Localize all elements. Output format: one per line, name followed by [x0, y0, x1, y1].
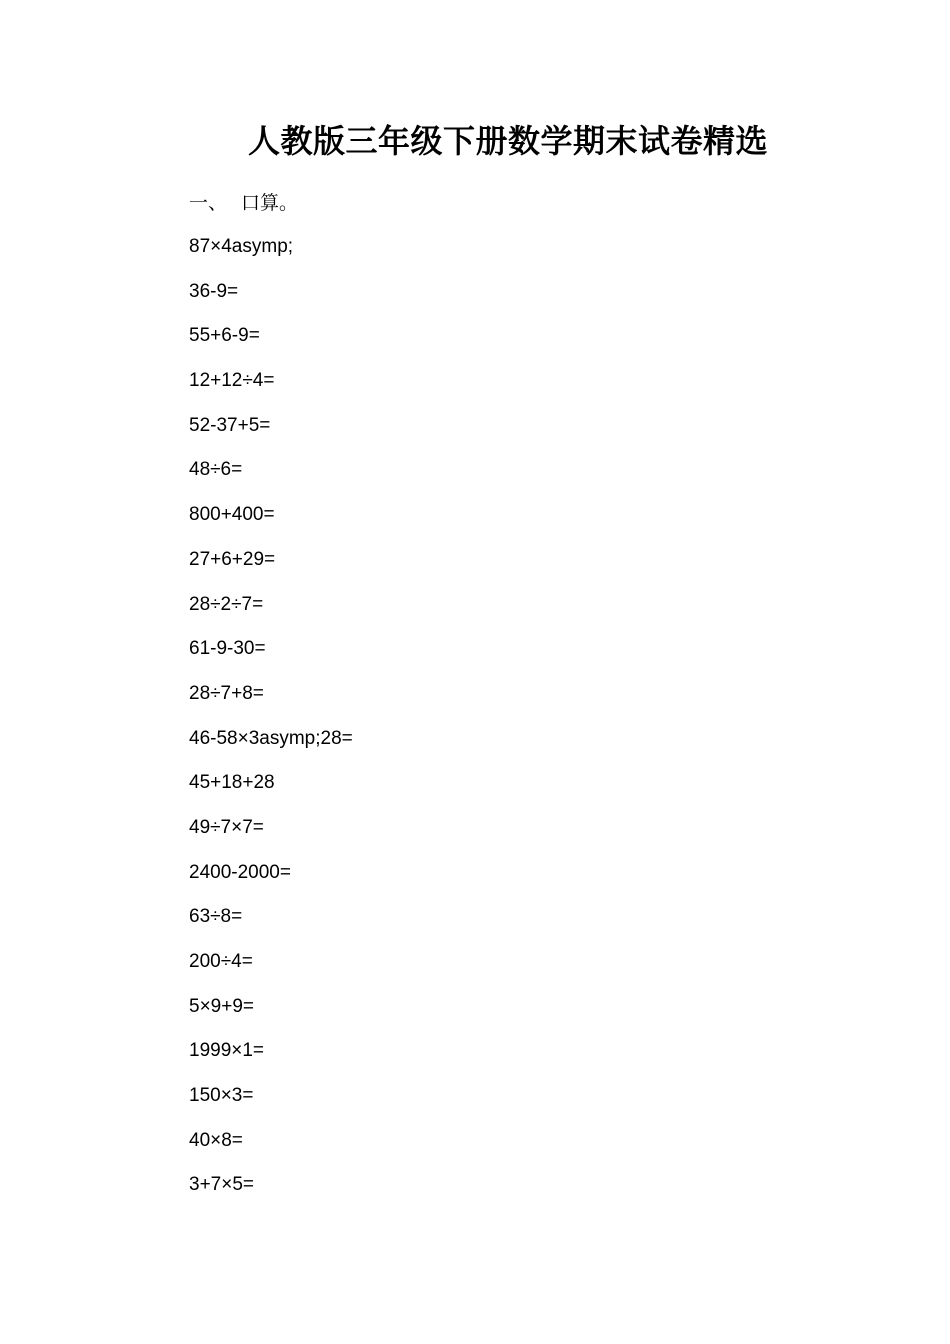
problem-item: 61-9-30= — [189, 638, 266, 660]
problem-item: 36-9= — [189, 280, 239, 302]
problem-item: 28÷2÷7= — [189, 593, 264, 615]
problem-item: 5×9+9= — [189, 995, 254, 1017]
problem-item: 28÷7+8= — [189, 682, 264, 704]
problem-list — [189, 234, 353, 1217]
problem-item: 40×8= — [189, 1129, 243, 1151]
problem-item: 87×4asymp; — [189, 236, 294, 257]
problem-item: 1999×1= — [189, 1040, 265, 1062]
problem-item: 3+7×5= — [189, 1174, 254, 1196]
section-label: 口算。 — [241, 192, 299, 214]
problem-item: 27+6+29= — [189, 548, 276, 570]
problem-item: 12+12÷4= — [189, 370, 275, 392]
problem-item: 48÷6= — [189, 459, 243, 481]
problem-item: 2400-2000= — [189, 861, 291, 883]
problem-item: 55+6-9= — [189, 325, 260, 347]
problem-item: 49÷7×7= — [189, 816, 264, 838]
page-title: 人教版三年级下册数学期末试卷精选 — [247, 122, 768, 160]
section-number: 一、 — [189, 192, 228, 214]
problem-item: 200÷4= — [189, 951, 253, 972]
problem-item: 52-37+5= — [189, 414, 271, 436]
problem-item: 46-58×3asymp;28= — [189, 727, 353, 749]
problem-item: 150×3= — [189, 1085, 254, 1107]
section-heading — [189, 190, 298, 216]
problem-item: 800+400= — [189, 504, 275, 526]
problem-item: 45+18+28 — [189, 772, 275, 794]
problem-item: 63÷8= — [189, 906, 243, 928]
